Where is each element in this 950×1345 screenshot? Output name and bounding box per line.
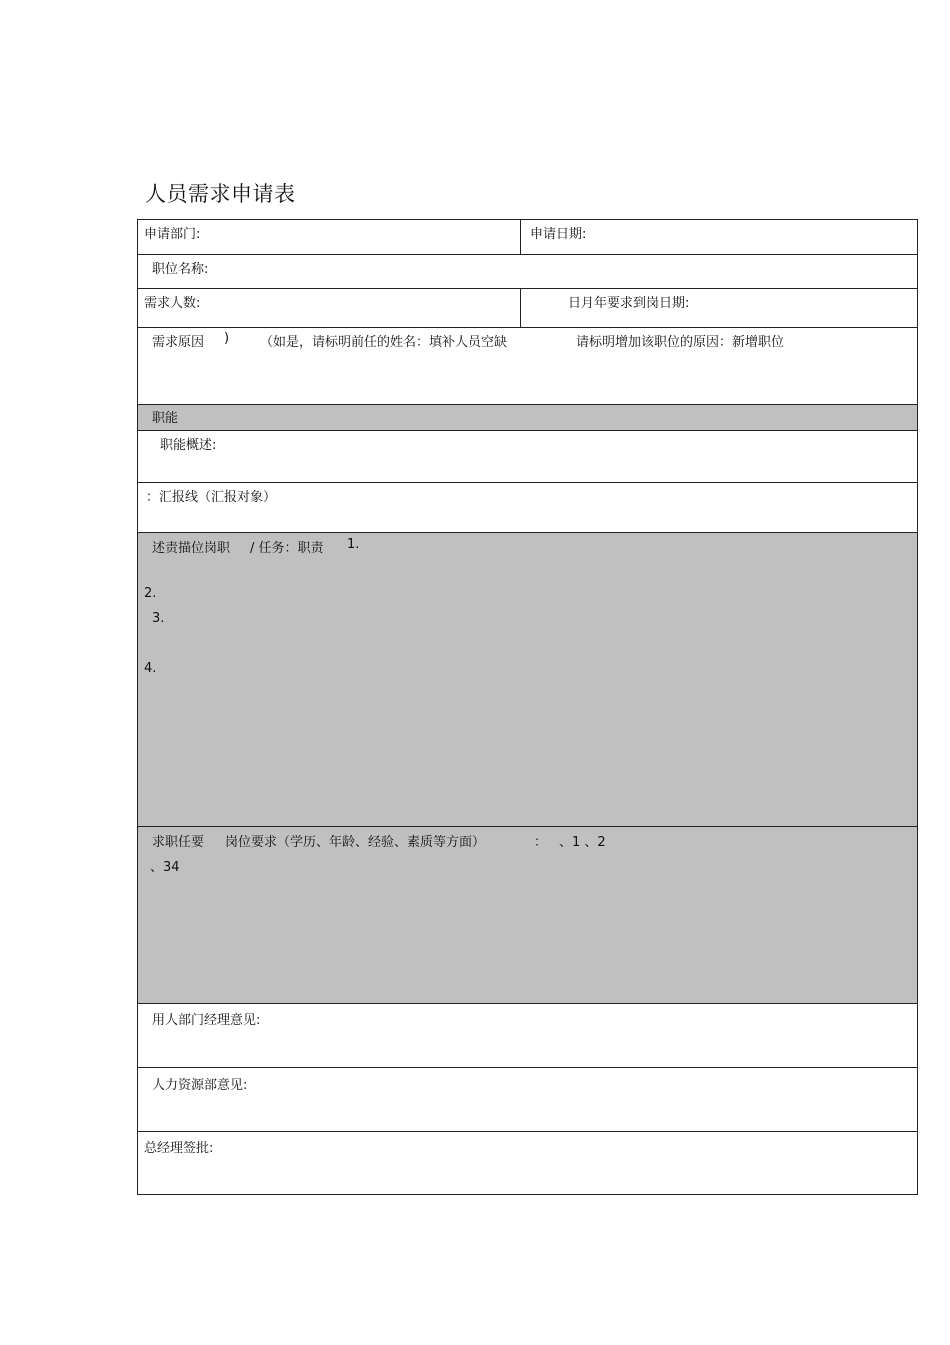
divider (520, 220, 521, 254)
row-hr-opinion (138, 1068, 917, 1132)
requisition-form (137, 219, 918, 1195)
divider (520, 289, 521, 327)
row-report-line (138, 483, 917, 533)
requirements-items-2[interactable]: 、34 (150, 860, 180, 875)
function-header: 职能 (152, 411, 179, 426)
row-duties (138, 533, 917, 827)
row-headcount (138, 289, 917, 328)
requirements-detail: 岗位要求（学历、年龄、经验、素质等方面） (225, 835, 486, 850)
onboard-date-field[interactable]: 日月年要求到岗日期: (568, 296, 690, 311)
duties-item-1[interactable]: 1. (347, 537, 360, 552)
apply-date-field[interactable]: 申请日期: (530, 227, 587, 242)
reason-label: 需求原因 (152, 335, 205, 350)
duties-item-3[interactable]: 3. (152, 611, 165, 626)
duties-item-2[interactable]: 2. (144, 586, 157, 601)
duties-label: 述责描位岗职 (152, 541, 231, 556)
function-overview-field[interactable]: 职能概述: (160, 438, 217, 453)
row-position-name (138, 255, 917, 289)
requirements-label: 求职任要 (152, 835, 205, 850)
dept-field[interactable]: 申请部门: (144, 227, 201, 242)
requirements-colon: ： (534, 835, 548, 850)
row-function-header (138, 405, 917, 431)
reason-detail-replacement: （如是，请标明前任的姓名：填补人员空缺 (260, 335, 508, 350)
headcount-field[interactable]: 需求人数: (144, 296, 201, 311)
row-dept-manager (138, 1004, 917, 1068)
position-name-field[interactable]: 职位名称: (152, 262, 209, 277)
row-gm-sign (138, 1132, 917, 1194)
reason-detail-new: 请标明增加该职位的原因：新增职位 (576, 335, 785, 350)
duties-item-4[interactable]: 4. (144, 661, 157, 676)
row-dept-date (138, 220, 917, 255)
row-function-overview (138, 431, 917, 483)
requirements-items[interactable]: 、1 、2 (559, 835, 606, 850)
gm-sign[interactable]: 总经理签批: (144, 1141, 214, 1156)
hr-opinion[interactable]: 人力资源部意见: (152, 1078, 248, 1093)
form-title: 人员需求申请表 (145, 182, 296, 206)
reason-paren: ) (224, 331, 230, 346)
row-requirements (138, 827, 917, 1004)
report-line-field[interactable]: ：汇报线（汇报对象） (146, 490, 277, 505)
row-reason (138, 328, 917, 405)
dept-manager-opinion[interactable]: 用人部门经理意见: (152, 1013, 261, 1028)
duties-slash: / 任务：职责 (250, 541, 324, 556)
